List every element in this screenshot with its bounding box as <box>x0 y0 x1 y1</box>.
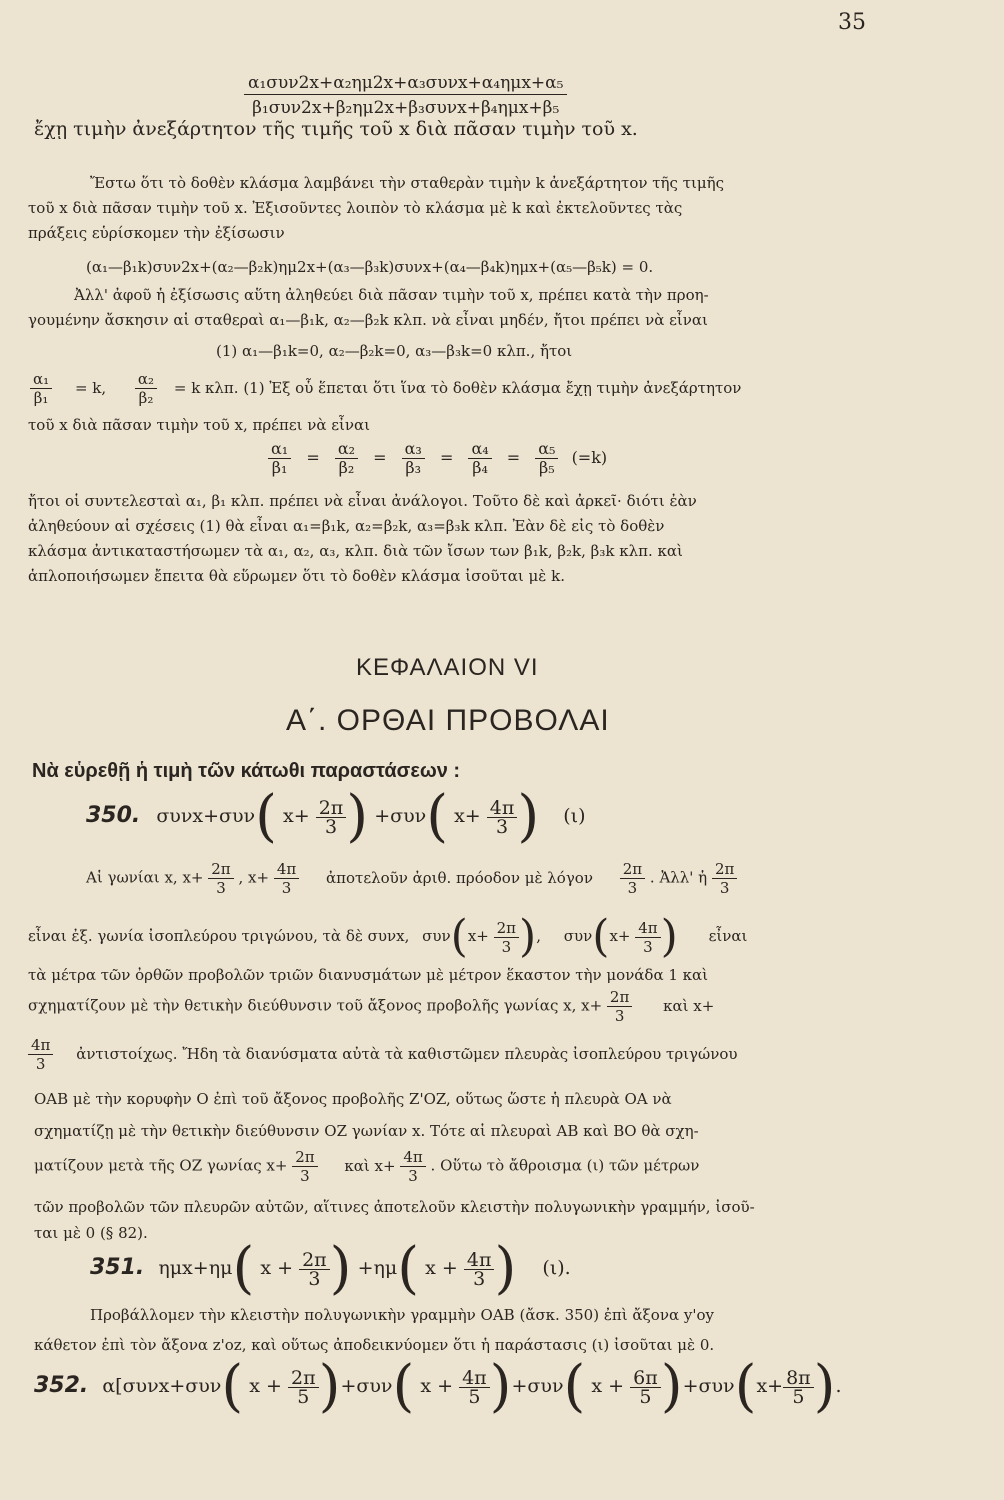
fraction: $\frac{2\pi}{3}$ <box>607 988 632 1025</box>
fraction: $\frac{8\pi}{5}$ <box>783 1369 814 1406</box>
text-line: κάθετον ἐπὶ τὸν ἄξονα z'oz, καὶ οὕτως ἀποδεικνύομεν ὅτι ἡ παράστασις (ι) ἰσοῦται μὲ 0. <box>34 1336 715 1354</box>
equation: (1) α₁—β₁k=0, α₂—β₂k=0, α₃—β₃k=0 κλπ., ἤτοι <box>216 342 573 360</box>
equation: (α₁—β₁k)συν2x+(α₂—β₂k)ημ2x+(α₃—β₃k)συνx+(α₄—β₄k)ημx+(α₅—β₅k) = 0. <box>86 258 654 276</box>
text-line: πράξεις εὑρίσκομεν τὴν ἐξίσωσιν <box>28 224 285 242</box>
text-line: τοῦ x διὰ πᾶσαν τιμὴν τοῦ x, πρέπει νὰ εἶναι <box>28 416 371 434</box>
fraction: $\frac{2\pi}{3}$ <box>620 860 645 897</box>
fraction: $\frac{4\pi}{3}$ <box>487 799 518 836</box>
exercise-352: 352. α[συνx+συν( x + $\frac{2\pi}{5}$ )+συν( x + $\frac{4\pi}{5}$ )+συν( x + $\frac{6\pi}{5}$ )+συν(x+ $\frac{8\pi}{5}$ ). <box>34 1354 842 1419</box>
text-line: σχηματίζῃ μὲ τὴν θετικὴν διεύθυνσιν ΟΖ γωνίαν x. Τότε αἱ πλευραὶ ΑΒ καὶ ΒΟ θὰ σχη- <box>34 1122 699 1140</box>
exercise-number: 351. <box>90 1255 145 1280</box>
text-line: Ἀλλ' ἀφοῦ ἡ ἐξίσωσις αὕτη ἀληθεύει διὰ πᾶσαν τιμὴν τοῦ x, πρέπει κατὰ τὴν προη- <box>74 286 709 304</box>
text-line: τοῦ x διὰ πᾶσαν τιμὴν τοῦ x. Ἐξισοῦντες λοιπὸν τὸ κλάσμα μὲ k καὶ ἐκτελοῦντες τὰς <box>28 199 683 217</box>
text-line: κλάσμα ἀντικαταστήσωμεν τὰ α₁, α₂, α₃, κλπ. διὰ τῶν ἴσων των β₁k, β₂k, β₃k κλπ. καὶ <box>28 542 683 560</box>
fraction: $\frac{6\pi}{5}$ <box>630 1369 661 1406</box>
text-line: Προβάλλομεν τὴν κλειστὴν πολυγωνικὴν γραμμὴν ΟΑΒ (ἄσκ. 350) ἐπὶ ἄξονα y'oy <box>90 1306 714 1324</box>
fraction: $\frac{2\pi}{3}$ <box>494 919 519 956</box>
fraction: $\frac{2\pi}{3}$ <box>292 1148 317 1185</box>
text-line: τῶν προβολῶν τῶν πλευρῶν αὐτῶν, αἵτινες ἀποτελοῦν κλειστὴν πολυγωνικὴν γραμμήν, ἰσοῦ- <box>34 1198 755 1216</box>
ratio-line: $\frac{\text{α₁}}{\text{β₁}}$ = k, $\frac{\text{α₂}}{\text{β₂}}$ = k κλπ. (1) Ἐξ οὗ ἕπεται ὅτι ἵνα τὸ δοθὲν κλάσμα ἔχῃ τιμὴν ἀνεξάρτητον <box>30 370 741 407</box>
text-line: $\frac{4\pi}{3}$ ἀντιστοίχως. Ἤδη τὰ διανύσματα αὐτὰ τὰ καθιστῶμεν πλευρὰς ἰσοπλεύρου τριγώνου <box>28 1036 738 1073</box>
text-line: ἤτοι οἱ συντελεσταὶ α₁, β₁ κλπ. πρέπει νὰ εἶναι ἀνάλογοι. Τοῦτο δὲ καὶ ἀρκεῖ· διότι ἐὰν <box>28 492 697 510</box>
fraction: $\frac{\text{α₄}}{\text{β₄}}$ <box>468 440 491 477</box>
fraction: $\frac{4\pi}{3}$ <box>274 860 299 897</box>
section-title: Α΄. ΟΡΘΑΙ ΠΡΟΒΟΛΑΙ <box>286 704 610 737</box>
fraction: $\frac{4\pi}{3}$ <box>464 1251 495 1288</box>
text-line: ΟΑΒ μὲ τὴν κορυφὴν Ο ἐπὶ τοῦ ἄξονος προβολῆς Z'OZ, οὕτως ὥστε ἡ πλευρὰ ΟΑ νὰ <box>34 1090 672 1108</box>
fraction: $\frac{\text{α₂}}{\text{β₂}}$ <box>335 440 358 477</box>
fraction: $\frac{2\pi}{3}$ <box>208 860 233 897</box>
text-line: εἶναι ἐξ. γωνία ἰσοπλεύρου τριγώνου, τὰ δὲ συνx, συν(x+ $\frac{2\pi}{3}$ ), συν(x+ $\frac{4\pi}{3}$ ) εἶναι <box>28 911 748 962</box>
task-heading: Νὰ εὑρεθῇ ἡ τιμὴ τῶν κάτωθι παραστάσεων : <box>32 760 461 782</box>
text-line: Αἱ γωνίαι x, x+ $\frac{2\pi}{3}$ , x+ $\frac{4\pi}{3}$ ἀποτελοῦν ἀριθ. πρόοδον μὲ λόγον $\frac{2\pi}{3}$ . Ἀλλ' ἡ $\frac{2\pi}{3}$ <box>86 860 737 897</box>
fraction: $\frac{\text{α₂}}{\text{β₂}}$ <box>135 370 157 407</box>
text-line: γουμένην ἄσκησιν αἱ σταθεραὶ α₁—β₁k, α₂—β₂k κλπ. νὰ εἶναι μηδέν, ἤτοι πρέπει νὰ εἶναι <box>28 311 708 329</box>
exercise-number: 352. <box>34 1373 89 1398</box>
fraction: $\frac{4\pi}{5}$ <box>459 1369 490 1406</box>
page-number: 35 <box>838 10 866 35</box>
text-line: Ἔστω ὅτι τὸ δοθὲν κλάσμα λαμβάνει τὴν σταθερὰν τιμὴν k ἀνεξάρτητον τῆς τιμῆς <box>90 174 725 192</box>
text-line: τὰ μέτρα τῶν ὀρθῶν προβολῶν τριῶν διανυσμάτων μὲ μέτρον ἕκαστον τὴν μονάδα 1 καὶ <box>28 966 709 984</box>
text-line: σχηματίζουν μὲ τὴν θετικὴν διεύθυνσιν τοῦ ἄξονος προβολῆς γωνίας x, x+ $\frac{2\pi}{3}$ καὶ x+ <box>28 988 715 1025</box>
fraction: $\frac{4\pi}{3}$ <box>400 1148 425 1185</box>
fraction: $\frac{\text{α₃}}{\text{β₃}}$ <box>402 440 425 477</box>
text-line: ται μὲ 0 (§ 82). <box>34 1224 148 1242</box>
fraction: $\frac{\text{α₁}}{\text{β₁}}$ <box>268 440 291 477</box>
fraction: $\frac{4\pi}{3}$ <box>28 1036 53 1073</box>
text-line: ματίζουν μετὰ τῆς ΟΖ γωνίας x+ $\frac{2\pi}{3}$ καὶ x+ $\frac{4\pi}{3}$ . Οὕτω τὸ ἄθροισμα (ι) τῶν μέτρων <box>34 1148 700 1185</box>
fraction: $\frac{2\pi}{3}$ <box>316 799 347 836</box>
ratio-equalities: $\frac{\text{α₁}}{\text{β₁}}$ = $\frac{\text{α₂}}{\text{β₂}}$ = $\frac{\text{α₃}}{\text{β₃}}$ = $\frac{\text{α₄}}{\text{β₄}}$ = $\frac{\text{α₅}}{\text{β₅}}$ (=k) <box>268 440 607 477</box>
exercise-350: 350. συνx+συν( x+ $\frac{2\pi}{3}$ ) +συν( x+ $\frac{4\pi}{3}$ ) (ι) <box>86 784 586 849</box>
fraction: $\frac{\text{α₁}}{\text{β₁}}$ <box>30 370 52 407</box>
fraction: $\frac{2\pi}{3}$ <box>712 860 737 897</box>
fraction: $\frac{2\pi}{3}$ <box>299 1251 330 1288</box>
main-fraction-numerator: α₁συν2x+α₂ημ2x+α₃συνx+α₄ημx+α₅ <box>244 72 567 95</box>
chapter-title: ΚΕΦΑΛΑΙΟΝ VI <box>356 654 539 681</box>
fraction: $\frac{\text{α₅}}{\text{β₅}}$ <box>535 440 558 477</box>
exercise-number: 350. <box>86 803 141 828</box>
text-line: ἀληθεύουν αἱ σχέσεις (1) θὰ εἶναι α₁=β₁k, α₂=β₂k, α₃=β₃k κλπ. Ἐὰν δὲ εἰς τὸ δοθὲν <box>28 517 665 535</box>
text-line: ἁπλοποιήσωμεν ἔπειτα θὰ εὕρωμεν ὅτι τὸ δοθὲν κλάσμα ἰσοῦται μὲ k. <box>28 567 565 585</box>
exercise-351: 351. ημx+ημ( x + $\frac{2\pi}{3}$ ) +ημ( x + $\frac{4\pi}{3}$ ) (ι). <box>90 1236 571 1301</box>
fraction: $\frac{4\pi}{3}$ <box>635 919 660 956</box>
text-line: ἔχῃ τιμὴν ἀνεξάρτητον τῆς τιμῆς τοῦ x διὰ πᾶσαν τιμὴν τοῦ x. <box>34 118 638 140</box>
main-fraction <box>244 72 567 119</box>
main-fraction-denominator: β₁συν2x+β₂ημ2x+β₃συνx+β₄ημx+β₅ <box>252 98 560 118</box>
fraction: $\frac{2\pi}{5}$ <box>288 1369 319 1406</box>
